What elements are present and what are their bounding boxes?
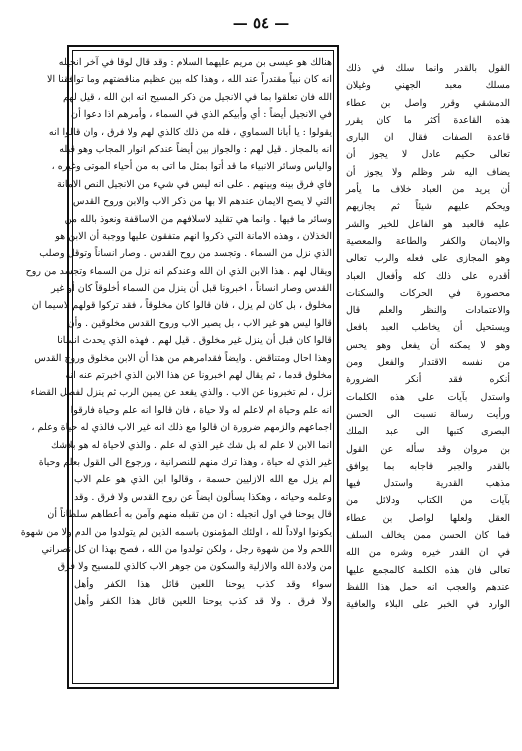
- margin-text-line: عندهم والعجب انه حمل هذا اللفظ: [346, 581, 510, 593]
- margin-commentary-column: [346, 60, 510, 620]
- margin-text-line: والاعتمادات والنظر والعلم قال: [346, 305, 510, 317]
- main-text-line: مخلوق قدما ، ثم يقال لهم اخبرونا عن هذا الابن الذي اخبرتم عنه انه: [65, 370, 332, 382]
- main-text-line: مخلوق ، بل كان لم يزل ، فان قالوا كان مخلوقاً ، فقد تركوا قولهم لاسيما ان: [31, 300, 332, 312]
- margin-text-line: تعالى فان هذه الكلمة كالمجمع عليها: [346, 564, 510, 576]
- margin-text-line: الدمشقي وقرر واصل بن عطاء: [346, 97, 510, 109]
- margin-text-line: هذه القاعدة أكثر ما كان يقرر: [346, 114, 510, 126]
- margin-text-line: عليه فالعبد هو الفاعل للخير والشر: [346, 218, 510, 230]
- margin-text-line: وهو المجازى على فعله والرب تعالى: [346, 253, 510, 265]
- margin-text-line: بن مروان وقد سأله عن القول: [346, 443, 510, 455]
- main-text-line: اجماعهم والزمهم ضرورة ان قالوا مع ذلك انه غير الاب فالذي له حياة وعلم ،: [31, 422, 332, 434]
- main-text-line: سواء وقد كذب يوحنا اللعين قائل هذا الكفر وأهل: [74, 578, 332, 590]
- margin-text-line: يضاف اليه شر وظلم ولا يجوز أن: [346, 166, 510, 178]
- main-text-line: قالوا كان قبل أن ينزل غير مخلوق . قيل لهم . فهذه الذي يحدث انسانا: [57, 335, 332, 347]
- main-text-line: قال يوحنا في اول انجيله : ان من تقبله منهم وآمن به أعطاهم سلطاناً أن: [47, 509, 332, 521]
- margin-text-line: محصورة في الحركات والسكنات: [346, 287, 510, 299]
- main-text-line: والياس وسائر الانبياء ما قد أتوا بمثل ما اتى به من أحياء الموتى وغيره ،: [51, 161, 332, 173]
- margin-text-line: العقل ولعلها لواصل بن عطاء: [346, 512, 510, 524]
- main-text-line: غير الذي له حياة ، وهذا ترك منهم للنصرانية ، ورجوع الى القول بعلم وحياة: [38, 456, 332, 468]
- main-text-line: وعلمه وحياته ، وهكذا يسألون ايضاً عن روح القدس ولا فرق . وقد: [74, 491, 332, 503]
- margin-text-line: بالقدر والجبر فاجابه بما يوافق: [346, 460, 510, 472]
- margin-text-line: أنكره فقد أنكر الضرورة: [346, 374, 510, 386]
- main-text-line: نزل ، لم تخبرونا عن الاب . والذي يقعد عن يمين الرب ثم ينزل لفصل القضاء: [30, 387, 332, 399]
- main-text-line: وسائر ما فيها . وانما هي تقليد لاسلافهم من الاساقفة ونعوذ بالله من: [64, 213, 332, 225]
- page-number: — ٥٤ —: [232, 14, 290, 32]
- main-text-line: من ولادة الله والازلية والسكون من جوهر الاب كالذي للمسيح ولا فرق: [57, 561, 332, 573]
- main-text-line: ويقال لهم . هذا الابن الذي ان الله وعندكم انه نزل من السماء وتجسد من روح: [25, 265, 332, 277]
- margin-text-line: ويحكم عليهم شيئاً ثم يجازيهم: [346, 201, 510, 213]
- margin-text-line: البصرى كتبها الى عبد الملك: [346, 426, 510, 438]
- margin-text-line: فما كان الحسن ممن يخالف السلف: [346, 530, 510, 542]
- main-text-line: التي لا يصح الايمان عندهم الا بها من ذكر الاب والابن وروح القدس: [72, 196, 332, 208]
- margin-text-line: في ان القدر خيره وشره من الله: [346, 547, 510, 559]
- main-text-line: اللحم ولا من شهوة رجل ، ولكن تولدوا من الله ، فصح بهذا ان كل نصراني: [41, 543, 332, 555]
- margin-text-line: ويستحيل أن يخاطب العبد بافعل: [346, 322, 510, 334]
- margin-text-line: أن يريد من العباد خلاف ما يأمر: [346, 184, 510, 196]
- margin-text-line: واستدل بآيات على هذه الكلمات: [346, 391, 510, 403]
- main-text-line: انه كان نبياً مقتدراً عند الله ، وهذا كله بين عظيم مناقضتهم وما توافقنا الا: [47, 74, 332, 86]
- main-text-line: القدس وصار انساناً ، اخبرونا قبل أن ينزل من السماء أخلوقاً كان أو غير: [51, 283, 332, 295]
- margin-text-line: القول بالقدر وانما سلك في ذلك: [346, 63, 510, 74]
- main-text-line: هنالك هو عيسى بن مريم عليهما السلام : وقد قال لوقا في آخر انجيله: [58, 57, 332, 68]
- margin-text-line: بآيات من الكتاب ودلائل من: [346, 495, 510, 507]
- main-text-line: انما الابن لا علم له بل شك غير الذي له علم . والذي لاحياة له هو بلاشك: [51, 439, 332, 451]
- margin-text-line: قاعدة الصفات فقال ان البارى: [346, 132, 510, 144]
- margin-text-line: والايمان والكفر والطاعة والمعصية: [346, 235, 510, 247]
- margin-text-line: تعالى حكيم عادل لا يجوز أن: [346, 149, 510, 161]
- main-text-line: الخذلان ، وهذه الامانة التي ذكروا انهم متفقون عليها ووجبة أن الابن هو: [55, 230, 332, 242]
- margin-text-line: أقدره على ذلك كله وأفعال العباد: [346, 270, 510, 282]
- margin-text-line: مسلك معبد الجهني وغيلان: [346, 80, 510, 92]
- main-text-line: لم يزل مع الله الازليين حسمة ، وقالوا ابن الذي هو علم الاب: [74, 474, 332, 486]
- main-text-line: يكونوا اولاداً لله ، اولئك المؤمنون باسمه الذين لم يتولدوا من الدم ولا من شهوة: [20, 526, 332, 538]
- main-text-line: وهذا احال ومتناقض . وايضاً فقدامرهم من هذا أن الابن مخلوق وروح القدس: [34, 352, 332, 364]
- main-text-line: يقولوا : يا أبانا السماوي ، فله من ذلك كالذي لهم ولا فرق ، وان قالوا انه: [48, 126, 332, 138]
- main-text-line: انه بالمجاز . قيل لهم : والجواز بين أيضاً عندكم انوار المجاب وهو قبله: [59, 143, 332, 155]
- main-text-line: في الانجيل أيضاً : أي وأبيكم الذي في السماء ، وأمرهم اذا دعوا أن: [71, 109, 332, 121]
- margin-text-line: من نفسه الاقتدار والفعل ومن: [346, 357, 510, 369]
- main-text-line: ولا فرق . ولا قد كذب يوحنا اللعين قائل هذا الكفر وأهل: [74, 596, 332, 608]
- margin-text-line: ورأيت رسالة نسبت الى الحسن: [346, 408, 510, 420]
- margin-text-line: الوارد في الخبر على البلاء والعافية: [346, 599, 510, 611]
- margin-text-line: مذهب القدرية واستدل فيها: [346, 478, 510, 490]
- main-text-line: الله فان تعلقوا بما في الانجيل من ذكر المسيح انه ابن الله ، قيل لهم: [63, 91, 332, 103]
- main-text-line: قالوا ليس هو غير الاب ، بل يصير الاب وروح القدس مخلوقين . وأن: [67, 317, 332, 329]
- main-text-column: [20, 54, 332, 682]
- main-text-line: فاي فرق بينه وبينهم . على انه ليس في شيء من الانجيل النص الامانة: [57, 178, 332, 190]
- margin-text-line: وهو لا يمكنه أن يفعل وهو يحس: [346, 339, 510, 351]
- main-text-line: انه علم وحياة ام لاعلم له ولا حياة ، فان قالوا انه علم وحياة فارقوا: [70, 404, 332, 416]
- main-text-line: الذي نزل من السماء . وتجسد من روح القدس . وصار انساناً وتوقل وصلب: [39, 248, 332, 260]
